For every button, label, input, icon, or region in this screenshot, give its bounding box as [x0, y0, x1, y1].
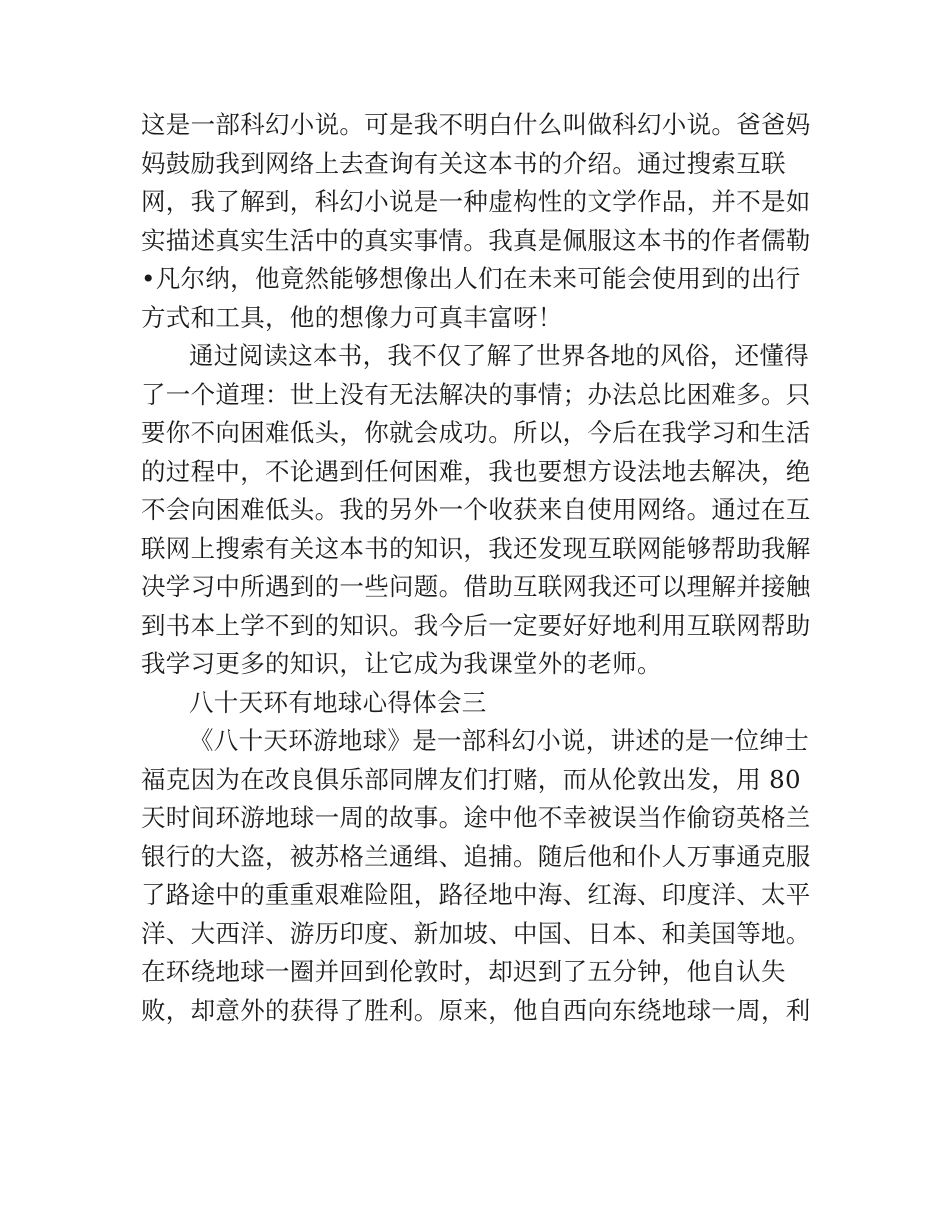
text-line: 实描述真实生活中的真实事情。我真是佩服这本书的作者儒勒 [141, 225, 811, 255]
text-line: 了一个道理：世上没有无法解决的事情；办法总比困难多。只 [141, 379, 811, 409]
paragraph-start-line: 《八十天环游地球》是一部科幻小说，讲述的是一位绅士 [189, 726, 809, 755]
text-line: 的过程中，不论遇到任何困难，我也要想方设法地去解决，绝 [141, 456, 811, 486]
text-line: 决学习中所遇到的一些问题。借助互联网我还可以理解并接触 [141, 572, 811, 601]
text-line: 妈鼓励我到网络上去查询有关这本书的介绍。通过搜索互联 [141, 148, 786, 178]
text-line: 了路途中的重重艰难险阻，路径地中海、红海、印度洋、太平 [141, 880, 811, 909]
section-heading: 八十天环有地球心得体会三 [189, 687, 487, 717]
text-line: 银行的大盗，被苏格兰通缉、追捕。随后他和仆人万事通克服 [141, 841, 811, 871]
text-line: 联网上搜索有关这本书的知识，我还发现互联网能够帮助我解 [141, 533, 811, 563]
text-line: 要你不向困难低头，你就会成功。所以，今后在我学习和生活 [141, 418, 811, 447]
text-line: 在环绕地球一圈并回到伦敦时，却迟到了五分钟，他自认失 [141, 957, 786, 986]
text-line: •凡尔纳，他竟然能够想像出人们在未来可能会使用到的出行 [141, 264, 801, 293]
text-line: 天时间环游地球一周的故事。途中他不幸被误当作偷窃英格兰 [141, 803, 811, 832]
document-body [141, 106, 813, 1030]
text-line: 到书本上学不到的知识。我今后一定要好好地利用互联网帮助 [141, 610, 811, 640]
text-line: 方式和工具，他的想像力可真丰富呀！ [141, 302, 563, 332]
paragraph-start-line: 通过阅读这本书，我不仅了解了世界各地的风俗，还懂得 [189, 341, 809, 370]
text-line: 网，我了解到，科幻小说是一种虚构性的文学作品，并不是如 [141, 187, 811, 216]
text-line: 我学习更多的知识，让它成为我课堂外的老师。 [141, 649, 662, 678]
text-line: 洋、大西洋、游历印度、新加坡、中国、日本、和美国等地。 [141, 918, 811, 948]
text-line: 这是一部科幻小说。可是我不明白什么叫做科幻小说。爸爸妈 [141, 110, 811, 139]
text-line: 败，却意外的获得了胜利。原来，他自西向东绕地球一周，利 [141, 995, 811, 1025]
text-line: 不会向困难低头。我的另外一个收获来自使用网络。通过在互 [141, 495, 811, 524]
text-line: 福克因为在改良俱乐部同牌友们打赌，而从伦敦出发，用 80 [141, 764, 801, 794]
